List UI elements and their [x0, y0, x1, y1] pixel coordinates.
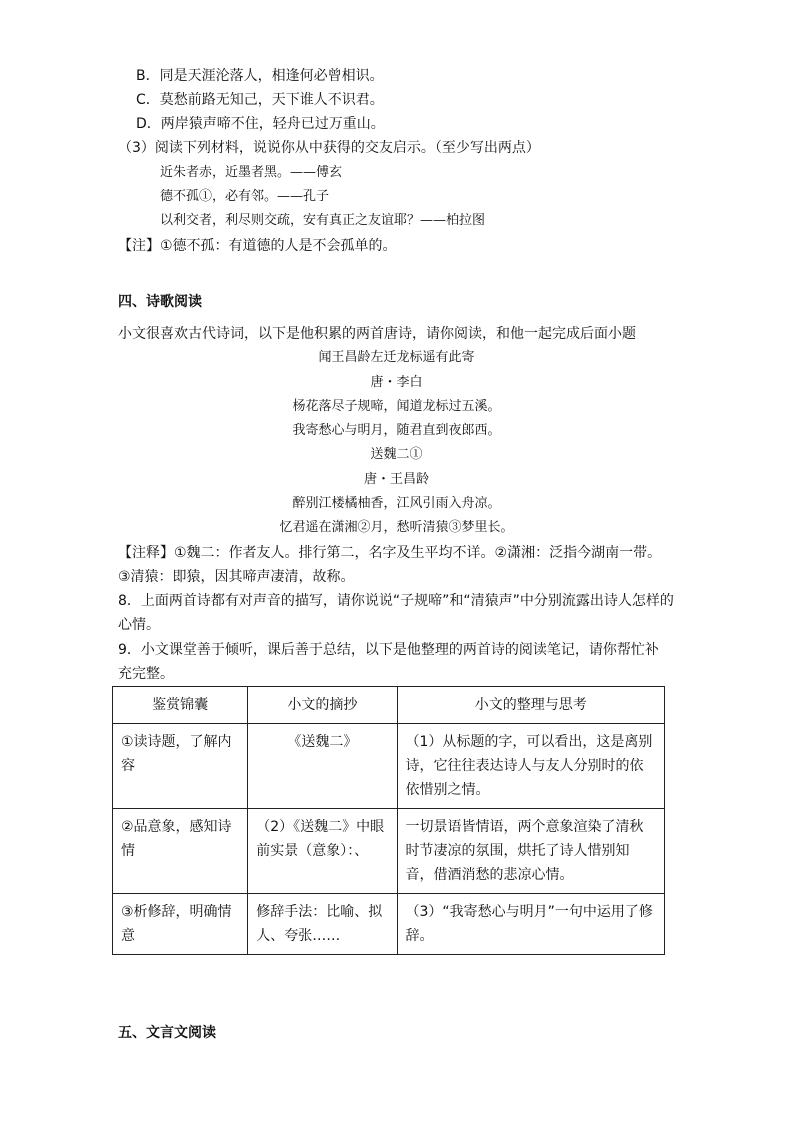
quote-kongzi: 德不孤①，必有邻。——孔子 — [160, 189, 330, 204]
table-cell-excerpt: 修辞手法：比喻、拟人、夸张…… — [248, 894, 397, 955]
question-9-line-2: 充完整。 — [118, 666, 174, 682]
section-4-heading: 四、诗歌阅读 — [118, 294, 202, 310]
table-header: 小文的摘抄 — [248, 687, 397, 724]
table-header: 鉴赏锦囊 — [113, 687, 248, 724]
table-row — [113, 894, 665, 955]
section-5-heading: 五、文言文阅读 — [118, 1025, 216, 1041]
table-cell-tip: ②品意象，感知诗情 — [113, 809, 248, 894]
question-8-line-2: 心情。 — [118, 617, 160, 633]
poem-1-line-1: 杨花落尽子规啼，闻道龙标过五溪。 — [292, 399, 501, 414]
annotation-line-1: 【注释】①魏二：作者友人。排行第二，名字及生平均不详。②潇湘：泛指今湖南一带。 — [118, 545, 662, 561]
annotation-line-2: ③清猿：即猿，因其啼声凄清，故称。 — [118, 569, 355, 585]
section-4-intro: 小文很喜欢古代诗词，以下是他积累的两首唐诗，请你阅读，和他一起完成后面小题 — [118, 326, 636, 342]
poem-1-title: 闻王昌龄左迁龙标遥有此寄 — [318, 350, 475, 365]
question-3-prompt: （3）阅读下列材料，说说你从中获得的交友启示。（至少写出两点） — [118, 140, 540, 156]
table-cell-tip: ①读诗题，了解内容 — [113, 724, 248, 809]
option-c: C．莫愁前路无知己，天下谁人不识君。 — [136, 92, 384, 108]
table-cell-thought: （1）从标题的字，可以看出，这是离别诗，它往往表达诗人与友人分别时的依依惜别之情。 — [397, 724, 665, 809]
question-8-line-1: 8．上面两首诗都有对声音的描写，请你说说“子规啼”和“清猿声”中分别流露出诗人怎样的 — [118, 593, 674, 609]
poem-1-author: 唐・李白 — [370, 375, 423, 390]
table-cell-thought: 一切景语皆情语，两个意象渲染了清秋时节凄凉的氛围，烘托了诗人惜别知音，借酒消愁的悲凉心情。 — [397, 809, 665, 894]
quote-plato: 以利交者，利尽则交疏，安有真正之友谊耶？——柏拉图 — [160, 213, 486, 228]
option-b: B．同是天涯沦落人，相逢何必曾相识。 — [136, 68, 384, 84]
poem-2-line-2: 忆君遥在潇湘②月，愁听清猿③梦里长。 — [279, 520, 514, 535]
table-header: 小文的整理与思考 — [397, 687, 665, 724]
reading-notes-table — [112, 686, 665, 955]
poem-2-line-1: 醉别江楼橘柚香，江风引雨入舟凉。 — [292, 496, 501, 511]
table-cell-tip: ③析修辞，明确情意 — [113, 894, 248, 955]
table-header-row — [113, 687, 665, 724]
poem-2-author: 唐・王昌龄 — [363, 472, 429, 487]
quote-note: 【注】①德不孤：有道德的人是不会孤单的。 — [118, 238, 397, 254]
table-cell-excerpt: 《送魏二》 — [248, 724, 397, 809]
poem-2-title: 送魏二① — [370, 447, 423, 462]
quote-fuxuan: 近朱者赤，近墨者黑。——傅玄 — [160, 165, 343, 180]
option-d: D．两岸猿声啼不住，轻舟已过万重山。 — [136, 116, 385, 132]
question-9-line-1: 9．小文课堂善于倾听，课后善于总结，以下是他整理的两首诗的阅读笔记，请你帮忙补 — [118, 642, 659, 658]
table-row — [113, 809, 665, 894]
table-cell-excerpt: （2）《送魏二》中眼前实景（意象）：、 — [248, 809, 397, 894]
table-row — [113, 724, 665, 809]
table-cell-thought: （3）“我寄愁心与明月”一句中运用了修辞。 — [397, 894, 665, 955]
poem-1-line-2: 我寄愁心与明月，随君直到夜郎西。 — [292, 423, 501, 438]
